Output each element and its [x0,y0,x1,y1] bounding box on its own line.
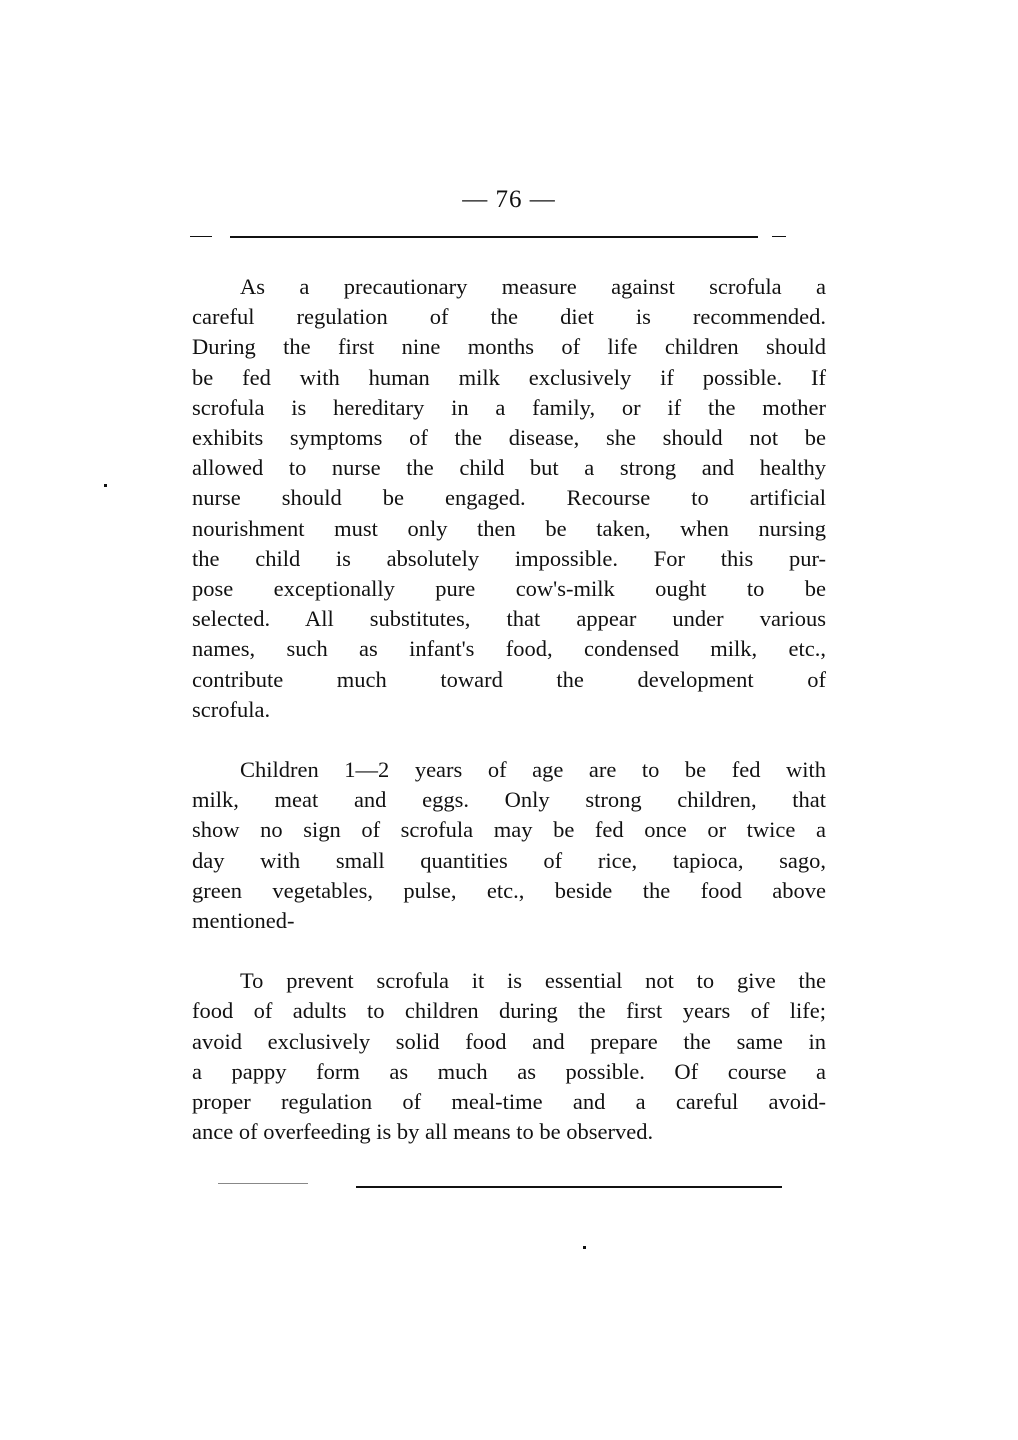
speck-mark [583,1246,586,1249]
text-line: To prevent scrofula it is essential not to give the [240,968,826,994]
paragraph-2 [192,755,826,936]
text-line: nurse should be engaged. Recourse to artificial [192,485,826,511]
text-line: ance of overfeeding is by all means to be observed. [192,1119,654,1145]
header-rule-fragment [772,236,786,237]
text-line: names, such as infant's food, condensed milk, etc., [192,636,826,662]
header-rule [230,236,758,238]
text-line: exhibits symptoms of the disease, she should not be [192,425,826,451]
page-number: — 76 — [462,186,556,213]
text-line: scrofula. [192,696,271,722]
footer-rule [356,1186,782,1188]
paragraph-3 [192,966,826,1147]
text-line: proper regulation of meal-time and a careful avoid- [192,1089,826,1115]
text-line: During the first nine months of life children should [192,334,826,360]
text-line: As a precautionary measure against scrofula a [240,274,826,299]
text-line: pose exceptionally pure cow's-milk ought to be [192,576,826,602]
paragraph-1 [192,272,826,725]
text-line: mentioned- [192,908,295,934]
text-line: contribute much toward the development of [192,666,826,692]
text-line: day with small quantities of rice, tapioca, sago, [192,847,826,873]
text-line: Children 1—2 years of age are to be fed with [240,757,826,783]
text-line: show no sign of scrofula may be fed once or twice a [192,817,826,843]
text-line: a pappy form as much as possible. Of course a [192,1058,826,1084]
text-line: scrofula is hereditary in a family, or if the mother [192,394,826,420]
text-line: nourishment must only then be taken, when nursing [192,515,826,541]
speck-mark [104,484,107,487]
body-text [192,272,826,1177]
text-line: avoid exclusively solid food and prepare the same in [192,1028,826,1054]
footer-rule-fragment [218,1183,308,1184]
text-line: allowed to nurse the child but a strong and healthy [192,455,826,481]
text-line: green vegetables, pulse, etc., beside the food above [192,877,826,903]
text-line: selected. All substitutes, that appear under various [192,606,826,632]
text-line: be fed with human milk exclusively if possible. If [192,364,826,390]
text-line: food of adults to children during the first years of life; [192,998,826,1024]
header-rule-fragment [190,236,212,237]
text-line: the child is absolutely impossible. For this pur- [192,545,826,571]
text-line: careful regulation of the diet is recommended. [192,304,826,330]
text-line: milk, meat and eggs. Only strong children, that [192,787,826,813]
